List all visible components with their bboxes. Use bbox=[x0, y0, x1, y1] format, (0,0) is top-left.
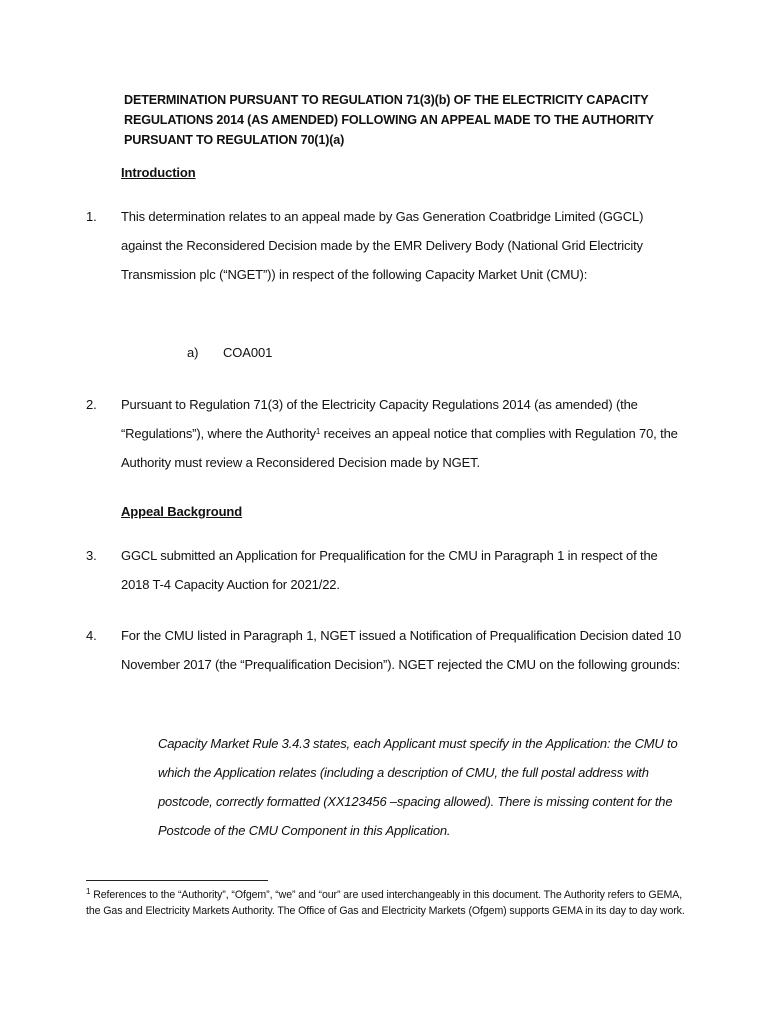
paragraph-text: This determination relates to an appeal made by Gas Generation Coatbridge Limited (GGCL) against the Reconsidered Decision made by the EMR Delivery Body (National Grid Electricity Transmission plc (“NGET”)) in respect of the following Capacity Market Unit (CMU): bbox=[121, 209, 644, 282]
paragraph-4 bbox=[86, 621, 686, 679]
document-title: DETERMINATION PURSUANT TO REGULATION 71(3)(b) OF THE ELECTRICITY CAPACITY REGULATIONS 2014 (AS AMENDED) FOLLOWING AN APPEAL MADE TO THE AUTHORITY PURSUANT TO REGULATION 70(1)(a) bbox=[124, 93, 654, 147]
footnote-marker: 1 bbox=[86, 887, 91, 896]
paragraph-number: 2. bbox=[86, 397, 97, 412]
paragraph-text: For the CMU listed in Paragraph 1, NGET issued a Notification of Prequalification Decision dated 10 November 2017 (the “Prequalification Decision”). NGET rejected the CMU on the following grounds: bbox=[121, 628, 682, 672]
paragraph-text-part: Pursuant to Regulation 71(3) of the Electricity Capacity Regulations 2014 (as amended) (the “Regulations”), where the Authority bbox=[121, 397, 638, 441]
paragraph-number: 1. bbox=[86, 209, 97, 224]
paragraph-text bbox=[121, 390, 686, 477]
rejection-quote: Capacity Market Rule 3.4.3 states, each Applicant must specify in the Application: the CMU to which the Application relates (including a description of CMU, the full postal address with postcode, correctly formatted (XX123456 –spacing allowed). There is missing content for the Postcode of the CMU Component in this Application. bbox=[158, 736, 678, 838]
paragraph-number: 4. bbox=[86, 628, 97, 643]
footnote-reference: 1 bbox=[315, 427, 321, 436]
paragraph-1 bbox=[86, 202, 686, 289]
footnote-divider bbox=[86, 880, 268, 881]
footnote-text: References to the “Authority”, “Ofgem”, “we” and “our” are used interchangeably in this document. The Authority refers to GEMA, the Gas and Electricity Markets Authority. The Office of Gas and Electricity Markets (Ofgem) supports GEMA in its day to day work. bbox=[86, 889, 685, 917]
cmu-list-item bbox=[187, 345, 273, 360]
cmu-code: COA001 bbox=[223, 345, 273, 360]
paragraph-number: 3. bbox=[86, 548, 97, 563]
list-item-letter: a) bbox=[187, 345, 199, 360]
section-heading-introduction: Introduction bbox=[121, 165, 196, 180]
paragraph-2 bbox=[86, 390, 686, 477]
paragraph-text: GGCL submitted an Application for Prequalification for the CMU in Paragraph 1 in respect of the 2018 T-4 Capacity Auction for 2021/22. bbox=[121, 548, 658, 592]
section-heading-appeal-background: Appeal Background bbox=[121, 504, 243, 519]
paragraph-3 bbox=[86, 541, 686, 599]
footnote bbox=[86, 888, 686, 919]
paragraph-text-part: receives an appeal notice that complies with Regulation 70, the Authority must review a Reconsidered Decision made by NGET. bbox=[121, 426, 678, 470]
